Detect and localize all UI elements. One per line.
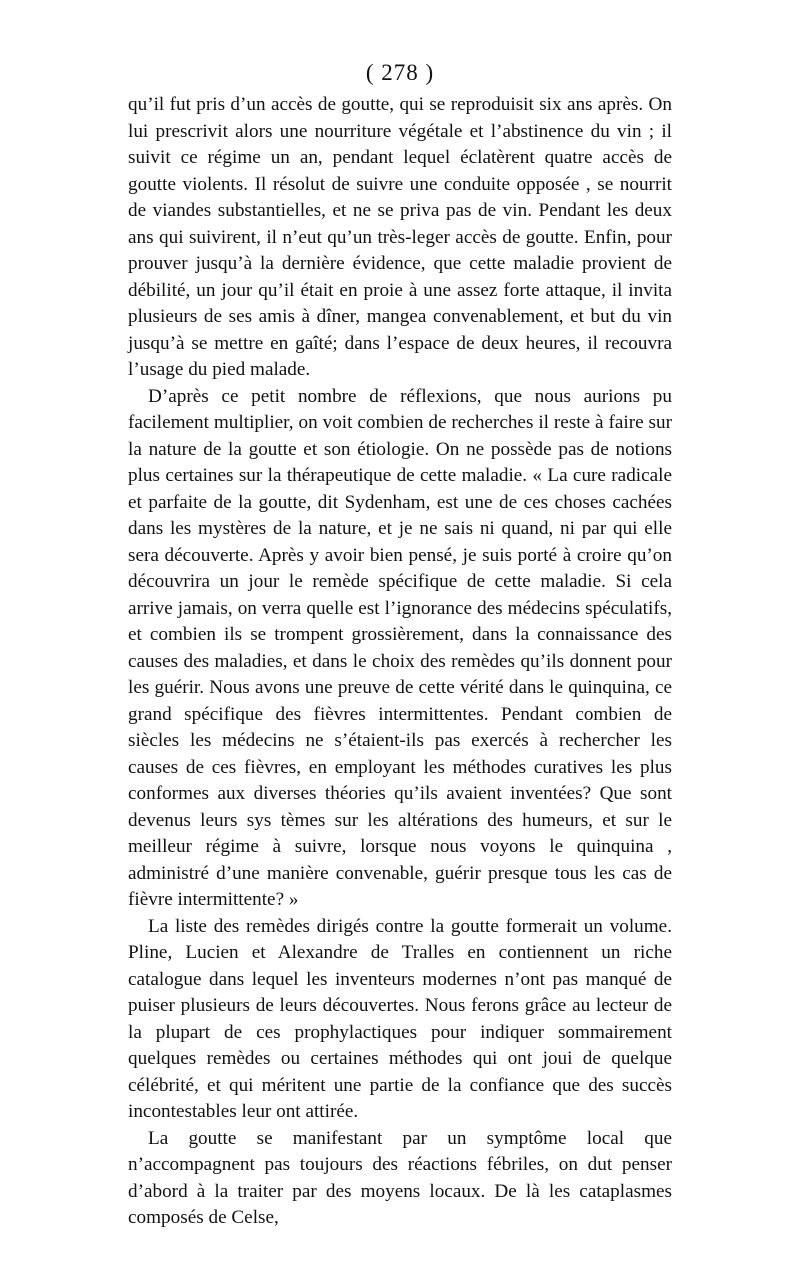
page-number: ( 278 ) <box>365 60 435 85</box>
paragraph-continuation: qu’il fut pris d’un accès de goutte, qui se reproduisit six ans après. On lui prescrivit alors une nourriture végétale et l’abstinence du vin ; il suivit ce régime un an, pendant lequel éclatèrent quatre accès de goutte violents. Il résolut de suivre une conduite opposée , se nourrit de viandes substantielles, et ne se priva pas de vin. Pendant les deux ans qui suivirent, il n’eut qu’un très-leger accès de goutte. Enfin, pour prouver jusqu’à la dernière évidence, que cette maladie provient de débilité, un jour qu’il était en proie à une assez forte attaque, il invita plusieurs de ses amis à dîner, mangea convenablement, et but du vin jusqu’à se mettre en gaîté; dans l’espace de deux heures, il recouvra l’usage du pied malade. <box>128 94 672 380</box>
paragraph-sydenham-quote: D’après ce petit nombre de réflexions, que nous aurions pu facilement multiplier, on voit combien de recherches il reste à faire sur la nature de la goutte et son étiologie. On ne possède pas de notions plus certaines sur la thérapeutique de cette maladie. « La cure radicale et parfaite de la goutte, dit Sydenham, est une de ces choses cachées dans les mystères de la nature, et je ne sais ni quand, ni par qui elle sera découverte. Après y avoir bien pensé, je suis porté à croire qu’on découvrira un jour le remède spécifique de cette maladie. Si cela arrive jamais, on verra quelle est l’ignorance des médecins spéculatifs, et combien ils se trompent grossièrement, dans la connaissance des causes des maladies, et dans le choix des remèdes qu’ils donnent pour les guérir. Nous avons une preuve de cette vérité dans le quinquina, ce grand spécifique des fièvres intermittentes. Pendant combien de siècles les médecins ne s’étaient-ils pas exercés à rechercher les causes de ces fièvres, en employant les méthodes curatives les plus conformes aux diverses théories qu’ils avaient inventées? Que sont devenus leurs sys tèmes sur les altérations des humeurs, et sur le meilleur régime à suivre, lorsque nous voyons le quinquina , administré d’une manière convenable, guérir presque tous les cas de fièvre intermittente? » <box>128 385 672 910</box>
body-text <box>128 92 672 1232</box>
paragraph-remedies-list: La liste des remèdes dirigés contre la goutte formerait un volume. Pline, Lucien et Alexandre de Tralles en contiennent un riche catalogue dans lequel les inventeurs modernes n’ont pas manqué de puiser plusieurs de leurs découvertes. Nous ferons grâce au lecteur de la plupart de ces prophylactiques pour indiquer sommairement quelques remèdes ou certaines méthodes qui ont joui de quelque célébrité, et qui méritent une partie de la confiance que des succès incontestables leur ont attirée. <box>128 915 672 1122</box>
paragraph-local-treatment: La goutte se manifestant par un symptôme local que n’accompagnent pas toujours des réactions fébriles, on dut penser d’abord à la traiter par des moyens locaux. De là les cataplasmes composés de Celse, <box>128 1127 672 1228</box>
